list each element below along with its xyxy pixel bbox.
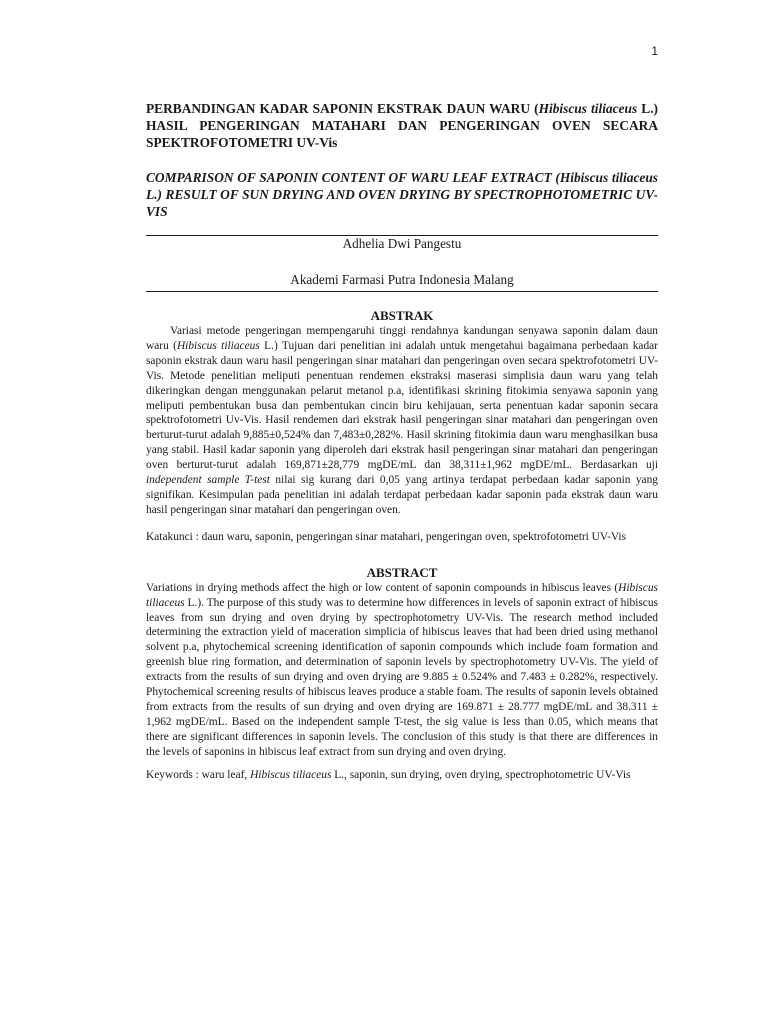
title-indonesian xyxy=(146,100,658,151)
page-number: 1 xyxy=(651,44,658,58)
abstrak-paragraph xyxy=(146,324,658,518)
keywords-species: Hibiscus tiliaceus xyxy=(250,768,332,781)
keywords-text-1: Keywords : waru leaf, xyxy=(146,768,251,781)
title-id-part-2: L.) HASIL PENGERINGAN MATAHARI DAN PENGERINGAN OVEN SECARA SPEKTROFOTOMETRI UV-Vis xyxy=(146,101,659,150)
abstract-text-1: Variations in drying methods affect the high or low content of saponin compounds in hibiscus leaves ( xyxy=(146,581,619,594)
bottom-rule xyxy=(146,291,658,292)
title-id-part-1: PERBANDINGAN KADAR SAPONIN EKSTRAK DAUN WARU ( xyxy=(146,101,539,116)
keywords-text-2: L., saponin, sun drying, oven drying, spectrophotometric UV-Vis xyxy=(331,768,631,781)
abstract-species: Hibiscus tiliaceus xyxy=(146,581,658,609)
abstract-text-2: L.). The purpose of this study was to determine how differences in levels of saponin extract of hibiscus leaves from sun drying and oven drying by spectrophotometry UV-Vis. The research method included determining the extraction yield of maceration simplicia of hibiscus leaves that had been dried using methanol solvent p.a, phytochemical screening identification of saponin compounds which include foam formation and greenish blue ring formation, and determination of saponin levels by spectrophotometry UV-Vis. The yield of extracts from the results of sun drying and oven drying are 9.885 ± 0.524% and 7.483 ± 0.282%, respectively. Phytochemical screening results of hibiscus leaves produce a stable foam. The results of saponin levels obtained from extracts from the results of sun drying and oven drying are 169.871 ± 28.777 mgDE/mL and 38.311 ± 1,962 mgDE/mL. Based on the independent sample T-test, the sig value is less than 0.05, which means that there are significant differences in saponin levels. The conclusion of this study is that there are differences in the levels of saponins in hibiscus leaf extract from sun drying and oven drying. xyxy=(146,596,658,758)
abstract-heading: ABSTRACT xyxy=(366,564,438,580)
keywords xyxy=(146,768,658,783)
abstrak-text-3: nilai sig kurang dari 0,05 yang artinya terdapat perbedaan kadar saponin yang signifikan. Kesimpulan pada penelitian ini adalah terdapat perbedaan kadar saponin pada ekstrak daun waru hasil pengeringan sinar matahari dan pengeringan oven. xyxy=(146,474,658,516)
abstrak-test-name: independent sample T-test xyxy=(146,474,270,487)
abstrak-species: Hibiscus tiliaceus xyxy=(176,339,260,352)
title-english: COMPARISON OF SAPONIN CONTENT OF WARU LEAF EXTRACT (Hibiscus tiliaceus L.) RESULT OF SUN DRYING AND OVEN DRYING BY SPECTROPHOTOMETRIC UV-VIS xyxy=(146,170,658,219)
paper-body xyxy=(146,100,658,782)
abstrak-text-2: L.) Tujuan dari penelitian ini adalah untuk mengetahui bagaimana perbedaan kadar saponin ekstrak daun waru hasil pengeringan sinar matahari dan pengeringan oven secara spektrofotometri UV-Vis. Metode penelitian meliputi penentuan rendemen ekstraksi maserasi simplisia daun waru yang telah dikeringkan dengan menggunakan pelarut metanol p.a, identifikasi skrining fitokimia senyawa saponin yang meliputi pembentukan busa dan pembentukan cincin biru kehijauan, serta penentuan kadar saponin secara spektrofotometri Uv-Vis. Hasil rendemen dari ekstrak hasil pengeringan sinar matahari dan pengeringan oven berturut-turut adalah 9,885±0,524% dan 7,483±0,282%. Hasil skrining fitokimia daun waru menghasilkan busa yang stabil. Hasil kadar saponin yang diperoleh dari ekstrak hasil pengeringan sinar matahari dan pengeringan oven berturut-turut adalah 169,871±28,779 mgDE/mL dan 38,311±1,962 mgDE/mL. Berdasarkan uji xyxy=(146,339,658,472)
abstract-paragraph xyxy=(146,581,658,760)
author-affiliation: Akademi Farmasi Putra Indonesia Malang xyxy=(290,272,514,287)
author-name: Adhelia Dwi Pangestu xyxy=(342,236,462,251)
abstrak-heading: ABSTRAK xyxy=(370,308,434,323)
katakunci: Katakunci : daun waru, saponin, pengeringan sinar matahari, pengeringan oven, spektrofotometri UV-Vis xyxy=(146,530,627,543)
title-id-species: Hibiscus tiliaceus xyxy=(538,101,638,116)
abstrak-text-1: Variasi metode pengeringan mempengaruhi tinggi rendahnya kandungan senyawa saponin dalam daun waru ( xyxy=(146,325,658,352)
